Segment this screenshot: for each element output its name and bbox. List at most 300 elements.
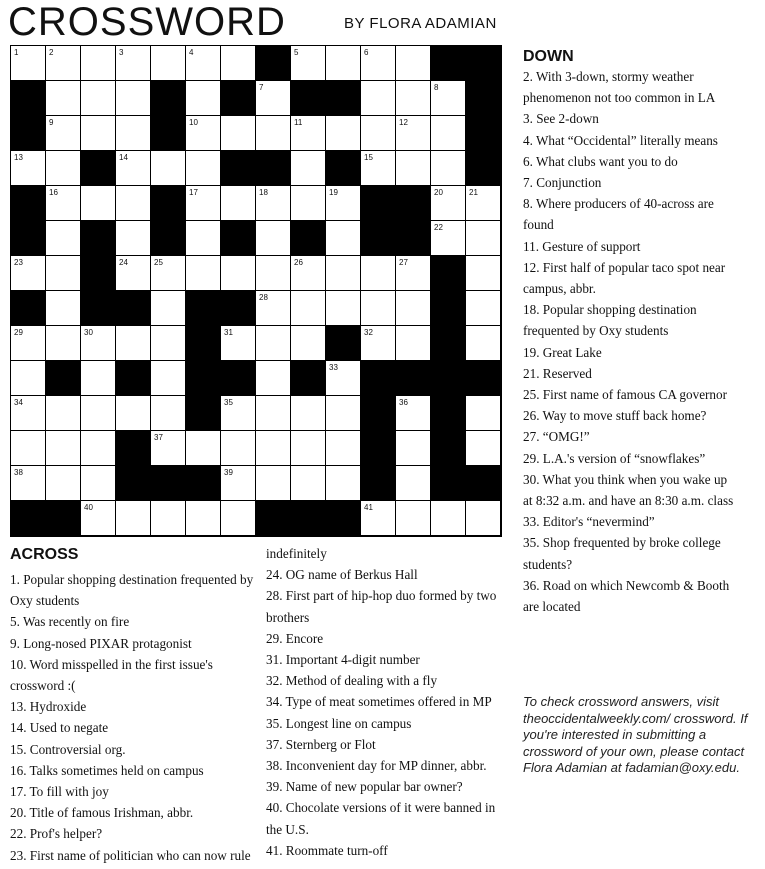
grid-cell[interactable] — [11, 431, 46, 466]
black-square — [81, 256, 116, 291]
grid-cell[interactable] — [46, 396, 81, 431]
across-clue-line: 9. Long-nosed PIXAR protagonist — [10, 635, 192, 651]
grid-cell[interactable] — [81, 326, 116, 361]
clue-number: 6 — [364, 48, 369, 57]
grid-cell[interactable] — [326, 396, 361, 431]
grid-cell[interactable] — [221, 46, 256, 81]
down-clue-line: 21. Reserved — [523, 365, 592, 381]
black-square — [431, 291, 466, 326]
grid-cell[interactable] — [291, 291, 326, 326]
down-clue-line: 4. What “Occidental” literally means — [523, 132, 718, 148]
down-clue-line: campus, abbr. — [523, 281, 596, 297]
grid-cell[interactable] — [256, 221, 291, 256]
black-square — [11, 186, 46, 221]
black-square — [326, 81, 361, 116]
grid-cell[interactable] — [256, 256, 291, 291]
grid-cell[interactable] — [431, 81, 466, 116]
grid-cell[interactable] — [151, 396, 186, 431]
grid-cell[interactable] — [396, 501, 431, 536]
clue-number: 3 — [119, 48, 124, 57]
grid-cell[interactable] — [221, 186, 256, 221]
grid-cell[interactable] — [361, 256, 396, 291]
black-square — [186, 466, 221, 501]
grid-cell[interactable] — [81, 186, 116, 221]
grid-cell[interactable] — [151, 361, 186, 396]
across-clue-line: 14. Used to negate — [10, 720, 109, 736]
grid-cell[interactable] — [291, 151, 326, 186]
clue-number: 26 — [294, 258, 303, 267]
across-clue-line: brothers — [266, 609, 310, 625]
black-square — [361, 186, 396, 221]
down-clue-line: 36. Road on which Newcomb & Booth — [523, 577, 730, 593]
across-clue-line: 40. Chocolate versions of it were banned in — [266, 800, 496, 816]
grid-cell[interactable] — [116, 501, 151, 536]
black-square — [291, 221, 326, 256]
grid-cell[interactable] — [81, 116, 116, 151]
across-clue-line: 32. Method of dealing with a fly — [266, 673, 438, 689]
clue-number: 32 — [364, 328, 373, 337]
across-heading: ACROSS — [10, 546, 79, 563]
clue-number: 36 — [399, 398, 408, 407]
black-square — [466, 466, 501, 501]
grid-cell[interactable] — [291, 326, 326, 361]
clue-number: 27 — [399, 258, 408, 267]
grid-cell[interactable] — [151, 151, 186, 186]
down-clue-line: 7. Conjunction — [523, 175, 602, 191]
black-square — [431, 46, 466, 81]
grid-cell[interactable] — [46, 186, 81, 221]
black-square — [221, 291, 256, 326]
down-clue-line: found — [523, 217, 554, 233]
black-square — [151, 466, 186, 501]
clue-number: 24 — [119, 258, 128, 267]
grid-cell[interactable] — [466, 256, 501, 291]
grid-cell[interactable] — [291, 46, 326, 81]
clue-number: 9 — [49, 118, 54, 127]
down-clue-line: 3. See 2-down — [523, 111, 599, 127]
grid-cell[interactable] — [361, 501, 396, 536]
grid-cell[interactable] — [361, 116, 396, 151]
black-square — [221, 221, 256, 256]
across-clue-line: crossword :( — [10, 678, 76, 694]
grid-cell[interactable] — [256, 291, 291, 326]
grid-cell[interactable] — [396, 151, 431, 186]
black-square — [151, 221, 186, 256]
down-clue-line: 27. “OMG!” — [523, 429, 590, 445]
grid-cell[interactable] — [466, 501, 501, 536]
black-square — [256, 151, 291, 186]
clue-number: 18 — [259, 188, 268, 197]
black-square — [361, 431, 396, 466]
grid-cell[interactable] — [116, 116, 151, 151]
grid-cell[interactable] — [326, 466, 361, 501]
grid-cell[interactable] — [81, 466, 116, 501]
black-square — [396, 361, 431, 396]
down-heading: DOWN — [523, 48, 574, 65]
clue-number: 25 — [154, 258, 163, 267]
black-square — [431, 466, 466, 501]
grid-cell[interactable] — [186, 501, 221, 536]
black-square — [151, 116, 186, 151]
grid-cell[interactable] — [11, 466, 46, 501]
grid-cell[interactable] — [361, 46, 396, 81]
grid-cell[interactable] — [256, 466, 291, 501]
grid-cell[interactable] — [81, 46, 116, 81]
across-clue-line: 1. Popular shopping destination frequented by — [10, 572, 254, 587]
across-clue-line: the U.S. — [266, 821, 309, 837]
black-square — [151, 186, 186, 221]
black-square — [11, 221, 46, 256]
grid-cell[interactable] — [186, 81, 221, 116]
across-clue-line: 39. Name of new popular bar owner? — [266, 779, 463, 795]
across-clue-line: 28. First part of hip-hop duo formed by two — [266, 588, 497, 604]
grid-cell[interactable] — [431, 186, 466, 221]
grid-cell[interactable] — [326, 256, 361, 291]
grid-cell[interactable] — [11, 396, 46, 431]
down-clue-line: students? — [523, 556, 573, 572]
across-clue-line: 29. Encore — [266, 630, 324, 646]
clue-number: 16 — [49, 188, 58, 197]
grid-cell[interactable] — [396, 46, 431, 81]
across-clue-line: 31. Important 4-digit number — [266, 652, 420, 668]
across-clue-line: 13. Hydroxide — [10, 699, 87, 715]
across-clue-line: indefinitely — [266, 546, 327, 561]
grid-cell[interactable] — [46, 81, 81, 116]
down-clue-line: 11. Gesture of support — [523, 238, 641, 254]
black-square — [11, 116, 46, 151]
black-square — [256, 46, 291, 81]
black-square — [396, 186, 431, 221]
grid-cell[interactable] — [186, 116, 221, 151]
clue-number: 37 — [154, 433, 163, 442]
grid-cell[interactable] — [221, 116, 256, 151]
grid-cell[interactable] — [81, 431, 116, 466]
puzzle-byline: BY FLORA ADAMIAN — [344, 15, 497, 32]
grid-cell[interactable] — [151, 46, 186, 81]
down-clue-line: 18. Popular shopping destination — [523, 302, 697, 318]
across-clues-column-2 — [266, 543, 518, 861]
black-square — [326, 326, 361, 361]
black-square — [186, 291, 221, 326]
black-square — [466, 81, 501, 116]
down-clue-line: 12. First half of popular taco spot near — [523, 259, 726, 275]
black-square — [81, 291, 116, 326]
grid-cell[interactable] — [81, 396, 116, 431]
black-square — [116, 466, 151, 501]
grid-cell[interactable] — [46, 256, 81, 291]
grid-cell[interactable] — [431, 151, 466, 186]
black-square — [221, 361, 256, 396]
grid-cell[interactable] — [291, 466, 326, 501]
clue-number: 12 — [399, 118, 408, 127]
down-clue-line: are located — [523, 599, 581, 615]
clue-number: 21 — [469, 188, 478, 197]
clue-number: 29 — [14, 328, 23, 337]
grid-cell[interactable] — [326, 361, 361, 396]
clue-number: 5 — [294, 48, 299, 57]
down-clue-line: 29. L.A.'s version of “snowflakes” — [523, 450, 706, 466]
grid-cell[interactable] — [221, 326, 256, 361]
black-square — [361, 396, 396, 431]
across-clue-line: 38. Inconvenient day for MP dinner, abbr. — [266, 758, 487, 774]
grid-cell[interactable] — [291, 116, 326, 151]
black-square — [11, 501, 46, 536]
grid-cell[interactable] — [221, 501, 256, 536]
grid-cell[interactable] — [326, 116, 361, 151]
clue-number: 19 — [329, 188, 338, 197]
clue-number: 41 — [364, 503, 373, 512]
grid-cell[interactable] — [361, 326, 396, 361]
black-square — [396, 221, 431, 256]
grid-cell[interactable] — [81, 81, 116, 116]
across-clue-line: 16. Talks sometimes held on campus — [10, 762, 204, 778]
grid-cell[interactable] — [46, 46, 81, 81]
black-square — [256, 501, 291, 536]
grid-cell[interactable] — [431, 501, 466, 536]
black-square — [361, 361, 396, 396]
grid-cell[interactable] — [46, 151, 81, 186]
grid-cell[interactable] — [466, 291, 501, 326]
across-clue-line: 35. Longest line on campus — [266, 715, 412, 731]
grid-cell[interactable] — [431, 116, 466, 151]
clue-number: 28 — [259, 293, 268, 302]
black-square — [466, 151, 501, 186]
clue-number: 7 — [259, 83, 264, 92]
grid-cell[interactable] — [326, 46, 361, 81]
clue-number: 17 — [189, 188, 198, 197]
across-clue-line: Oxy students — [10, 593, 80, 609]
clue-number: 15 — [364, 153, 373, 162]
grid-cell[interactable] — [46, 116, 81, 151]
grid-cell[interactable] — [221, 431, 256, 466]
clue-number: 8 — [434, 83, 439, 92]
black-square — [186, 396, 221, 431]
clue-number: 4 — [189, 48, 194, 57]
grid-cell[interactable] — [151, 326, 186, 361]
grid-cell[interactable] — [116, 256, 151, 291]
black-square — [431, 326, 466, 361]
across-clue-line: 41. Roommate turn-off — [266, 842, 388, 858]
grid-cell[interactable] — [466, 326, 501, 361]
black-square — [431, 256, 466, 291]
grid-cell[interactable] — [291, 186, 326, 221]
black-square — [361, 221, 396, 256]
grid-cell[interactable] — [256, 396, 291, 431]
grid-cell[interactable] — [291, 396, 326, 431]
down-clue-line: frequented by Oxy students — [523, 323, 669, 339]
grid-cell[interactable] — [11, 326, 46, 361]
grid-cell[interactable] — [46, 221, 81, 256]
across-clue-line: 20. Title of famous Irishman, abbr. — [10, 805, 194, 821]
grid-cell[interactable] — [81, 501, 116, 536]
clue-number: 33 — [329, 363, 338, 372]
grid-cell[interactable] — [466, 186, 501, 221]
down-clue-line: 19. Great Lake — [523, 344, 602, 360]
grid-cell[interactable] — [11, 361, 46, 396]
clue-number: 38 — [14, 468, 23, 477]
down-clue-line: 2. With 3-down, stormy weather — [523, 69, 694, 84]
black-square — [116, 361, 151, 396]
clue-number: 1 — [14, 48, 19, 57]
down-clue-line: 8. Where producers of 40-across are — [523, 196, 714, 212]
across-clues-column-1 — [10, 569, 262, 866]
grid-cell[interactable] — [186, 46, 221, 81]
clue-number: 34 — [14, 398, 23, 407]
black-square — [291, 81, 326, 116]
down-clue-line: 35. Shop frequented by broke college — [523, 535, 721, 551]
clue-number: 20 — [434, 188, 443, 197]
grid-cell[interactable] — [466, 431, 501, 466]
grid-cell[interactable] — [326, 291, 361, 326]
down-clue-line: 30. What you think when you wake up — [523, 471, 728, 487]
grid-cell[interactable] — [46, 326, 81, 361]
clue-number: 23 — [14, 258, 23, 267]
grid-cell[interactable] — [466, 221, 501, 256]
grid-cell[interactable] — [256, 326, 291, 361]
grid-cell[interactable] — [256, 361, 291, 396]
black-square — [361, 466, 396, 501]
grid-cell[interactable] — [396, 396, 431, 431]
clue-number: 30 — [84, 328, 93, 337]
grid-cell[interactable] — [291, 256, 326, 291]
down-clue-line: 25. First name of famous CA governor — [523, 387, 728, 403]
grid-cell[interactable] — [151, 431, 186, 466]
clue-number: 13 — [14, 153, 23, 162]
grid-cell[interactable] — [396, 81, 431, 116]
grid-cell[interactable] — [431, 221, 466, 256]
grid-cell[interactable] — [326, 431, 361, 466]
grid-cell[interactable] — [221, 256, 256, 291]
down-clue-line: 33. Editor's “nevermind” — [523, 514, 655, 530]
grid-cell[interactable] — [396, 431, 431, 466]
grid-cell[interactable] — [46, 431, 81, 466]
clue-number: 31 — [224, 328, 233, 337]
black-square — [221, 151, 256, 186]
clue-number: 11 — [294, 118, 303, 127]
grid-cell[interactable] — [186, 221, 221, 256]
black-square — [186, 361, 221, 396]
grid-cell[interactable] — [186, 151, 221, 186]
black-square — [46, 361, 81, 396]
grid-cell[interactable] — [326, 221, 361, 256]
grid-cell[interactable] — [116, 46, 151, 81]
black-square — [466, 116, 501, 151]
across-clue-line: 10. Word misspelled in the first issue's — [10, 656, 213, 672]
grid-cell[interactable] — [396, 326, 431, 361]
grid-cell[interactable] — [11, 151, 46, 186]
clue-number: 40 — [84, 503, 93, 512]
black-square — [431, 431, 466, 466]
grid-cell[interactable] — [81, 361, 116, 396]
puzzle-title: CROSSWORD — [8, 0, 286, 44]
grid-cell[interactable] — [256, 116, 291, 151]
grid-cell[interactable] — [116, 221, 151, 256]
grid-cell[interactable] — [256, 186, 291, 221]
black-square — [186, 326, 221, 361]
clue-number: 2 — [49, 48, 54, 57]
clue-number: 22 — [434, 223, 443, 232]
grid-cell[interactable] — [396, 466, 431, 501]
across-clue-line: 34. Type of meat sometimes offered in MP — [266, 694, 492, 710]
across-clue-line: 15. Controversial org. — [10, 741, 126, 757]
grid-cell[interactable] — [186, 186, 221, 221]
black-square — [11, 291, 46, 326]
clue-number: 14 — [119, 153, 128, 162]
down-clue-line: phenomenon not too common in LA — [523, 90, 716, 106]
clue-number: 35 — [224, 398, 233, 407]
down-clues-column — [523, 66, 761, 617]
across-clue-line: 23. First name of politician who can now rule — [10, 847, 251, 863]
down-clue-line: 26. Way to move stuff back home? — [523, 408, 707, 424]
down-clue-line: 6. What clubs want you to do — [523, 153, 678, 169]
across-clue-line: 24. OG name of Berkus Hall — [266, 567, 418, 583]
grid-cell[interactable] — [396, 116, 431, 151]
black-square — [116, 291, 151, 326]
grid-cell[interactable] — [361, 151, 396, 186]
grid-cell[interactable] — [186, 256, 221, 291]
down-clue-line: at 8:32 a.m. and have an 8:30 a.m. class — [523, 493, 734, 509]
grid-cell[interactable] — [46, 466, 81, 501]
black-square — [81, 151, 116, 186]
grid-cell[interactable] — [151, 256, 186, 291]
clue-number: 39 — [224, 468, 233, 477]
grid-cell[interactable] — [11, 256, 46, 291]
across-clue-line: 37. Sternberg or Flot — [266, 736, 376, 752]
grid-cell[interactable] — [396, 291, 431, 326]
grid-cell[interactable] — [256, 431, 291, 466]
black-square — [116, 431, 151, 466]
black-square — [326, 501, 361, 536]
grid-cell[interactable] — [46, 291, 81, 326]
black-square — [81, 221, 116, 256]
black-square — [431, 396, 466, 431]
across-clue-line: 22. Prof's helper? — [10, 826, 103, 842]
black-square — [326, 151, 361, 186]
answers-note: To check crossword answers, visit theoccidentalweekly.com/ crossword. If you're interested in submitting a crossword of your own, please contact Flora Adamian at fadamian@oxy.edu. — [523, 694, 748, 776]
black-square — [11, 81, 46, 116]
black-square — [291, 361, 326, 396]
black-square — [466, 46, 501, 81]
grid-cell[interactable] — [116, 81, 151, 116]
grid-cell[interactable] — [151, 291, 186, 326]
grid-cell[interactable] — [116, 326, 151, 361]
grid-cell[interactable] — [221, 396, 256, 431]
black-square — [46, 501, 81, 536]
black-square — [431, 361, 466, 396]
grid-cell[interactable] — [116, 186, 151, 221]
black-square — [466, 361, 501, 396]
grid-cell[interactable] — [256, 81, 291, 116]
crossword-grid — [10, 45, 502, 537]
grid-cell[interactable] — [396, 256, 431, 291]
grid-cell[interactable] — [466, 396, 501, 431]
across-clue-line: 5. Was recently on fire — [10, 614, 130, 630]
black-square — [221, 81, 256, 116]
grid-cell[interactable] — [116, 396, 151, 431]
grid-cell[interactable] — [326, 186, 361, 221]
grid-cell[interactable] — [151, 501, 186, 536]
across-clue-line: 17. To fill with joy — [10, 784, 109, 800]
grid-cell[interactable] — [186, 431, 221, 466]
clue-number: 10 — [189, 118, 198, 127]
grid-cell[interactable] — [116, 151, 151, 186]
grid-cell[interactable] — [11, 46, 46, 81]
grid-cell[interactable] — [221, 466, 256, 501]
grid-cell[interactable] — [361, 291, 396, 326]
grid-cell[interactable] — [361, 81, 396, 116]
grid-cell[interactable] — [291, 431, 326, 466]
black-square — [291, 501, 326, 536]
